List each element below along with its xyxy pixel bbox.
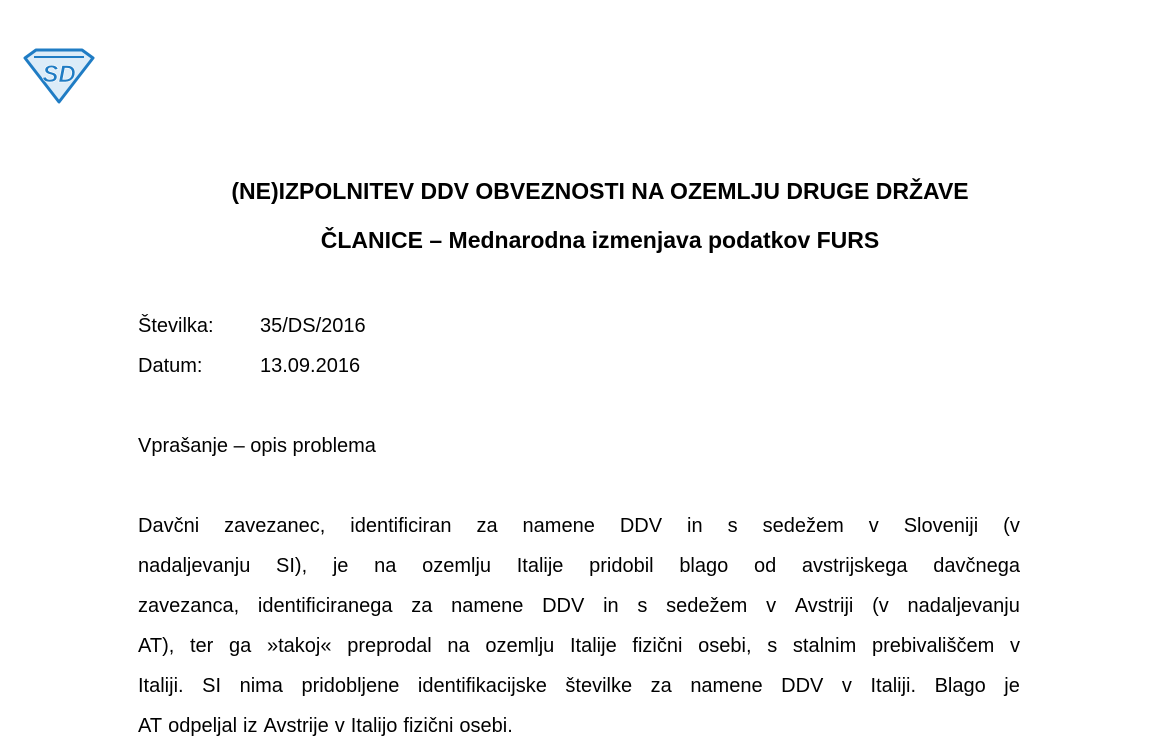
paragraph-word: s — [727, 515, 738, 537]
paragraph-word: Avstriji — [794, 595, 854, 617]
paragraph-word: SI), — [276, 555, 308, 577]
paragraph-word: Davčni — [138, 515, 200, 537]
paragraph-word: Blago — [934, 675, 986, 697]
document-title-line-2: ČLANICE – Mednarodna izmenjava podatkov FURS — [320, 227, 880, 253]
paragraph-word: v — [766, 595, 777, 617]
paragraph-word: je — [332, 555, 349, 577]
paragraph-word: (v — [872, 595, 889, 617]
paragraph-word: sedežem — [762, 515, 844, 537]
paragraph-word: Avstrije — [263, 715, 329, 737]
paragraph-word: Italiji. — [870, 675, 917, 697]
paragraph-word: namene — [690, 675, 763, 697]
paragraph-word: pridobil — [589, 555, 654, 577]
paragraph-word: nadaljevanju — [138, 555, 251, 577]
paragraph-word: in — [687, 515, 703, 537]
paragraph-word: pridobljene — [301, 675, 400, 697]
paragraph-word: odpeljal — [168, 715, 238, 737]
paragraph-word: na — [374, 555, 397, 577]
paragraph-word: identifikacijske — [417, 675, 547, 697]
paragraph-word: AT), — [138, 635, 175, 657]
paragraph-word: nima — [239, 675, 283, 697]
paragraph-word: osebi, — [698, 635, 752, 657]
paragraph-word: preprodal — [347, 635, 432, 657]
paragraph-word: v — [334, 715, 345, 737]
body-paragraph — [138, 514, 1020, 754]
paragraph-word: od — [753, 555, 777, 577]
paragraph-word: zavezanca, — [138, 595, 240, 617]
paragraph-word: s — [767, 635, 778, 657]
paragraph-line — [138, 514, 1020, 554]
paragraph-word: in — [603, 595, 619, 617]
paragraph-word: DDV — [619, 515, 663, 537]
number-value: 35/DS/2016 — [260, 315, 366, 337]
paragraph-line — [138, 714, 1020, 754]
meta-date-row — [138, 354, 360, 378]
paragraph-word: identificiranega — [257, 595, 393, 617]
paragraph-word: Italijo — [350, 715, 398, 737]
paragraph-word: avstrijskega — [801, 555, 908, 577]
paragraph-word: zavezanec, — [224, 515, 326, 537]
paragraph-word: s — [637, 595, 648, 617]
paragraph-word: identificiran — [350, 515, 452, 537]
paragraph-word: Italije — [516, 555, 564, 577]
paragraph-word: številke — [565, 675, 633, 697]
paragraph-word: je — [1004, 675, 1020, 697]
paragraph-word: ter — [190, 635, 214, 657]
paragraph-word: v — [1009, 635, 1020, 657]
paragraph-word: blago — [679, 555, 729, 577]
meta-number-row — [138, 314, 366, 338]
company-logo — [22, 46, 96, 104]
number-label: Številka: — [138, 315, 214, 337]
paragraph-word: na — [447, 635, 470, 657]
sd-shield-logo-icon — [22, 46, 96, 104]
paragraph-word: namene — [451, 595, 524, 617]
document-title-line-1: (NE)IZPOLNITEV DDV OBVEZNOSTI NA OZEMLJU DRUGE DRŽAVE — [231, 178, 969, 204]
paragraph-word: Sloveniji — [903, 515, 979, 537]
paragraph-word: ozemlju — [485, 635, 555, 657]
paragraph-word: za — [411, 595, 433, 617]
paragraph-word: »takoj« — [267, 635, 332, 657]
paragraph-word: v — [841, 675, 852, 697]
paragraph-word: DDV — [781, 675, 824, 697]
paragraph-word: DDV — [542, 595, 585, 617]
paragraph-word: fizični — [632, 635, 683, 657]
paragraph-word: Italije — [570, 635, 617, 657]
paragraph-word: prebivališčem — [871, 635, 995, 657]
paragraph-word: za — [650, 675, 672, 697]
paragraph-line — [138, 674, 1020, 714]
logo-text: SD — [42, 61, 76, 88]
paragraph-word: (v — [1003, 515, 1020, 537]
paragraph-word: nadaljevanju — [907, 595, 1020, 617]
paragraph-line — [138, 594, 1020, 634]
section-heading: Vprašanje – opis problema — [138, 435, 376, 457]
date-value: 13.09.2016 — [260, 355, 361, 377]
date-label: Datum: — [138, 355, 203, 377]
paragraph-line — [138, 554, 1020, 594]
paragraph-word: sedežem — [666, 595, 748, 617]
paragraph-word: SI — [202, 675, 222, 697]
paragraph-word: fizični — [403, 715, 454, 737]
paragraph-line — [138, 634, 1020, 674]
paragraph-word: ozemlju — [422, 555, 492, 577]
paragraph-word: Italiji. — [138, 675, 184, 697]
paragraph-word: iz — [243, 715, 258, 737]
paragraph-word: stalnim — [792, 635, 857, 657]
paragraph-word: namene — [522, 515, 595, 537]
paragraph-word: v — [868, 515, 879, 537]
paragraph-word: za — [476, 515, 498, 537]
paragraph-word: osebi. — [459, 715, 513, 737]
paragraph-word: AT — [138, 715, 163, 737]
paragraph-word: ga — [229, 635, 252, 657]
paragraph-word: davčnega — [933, 555, 1020, 577]
